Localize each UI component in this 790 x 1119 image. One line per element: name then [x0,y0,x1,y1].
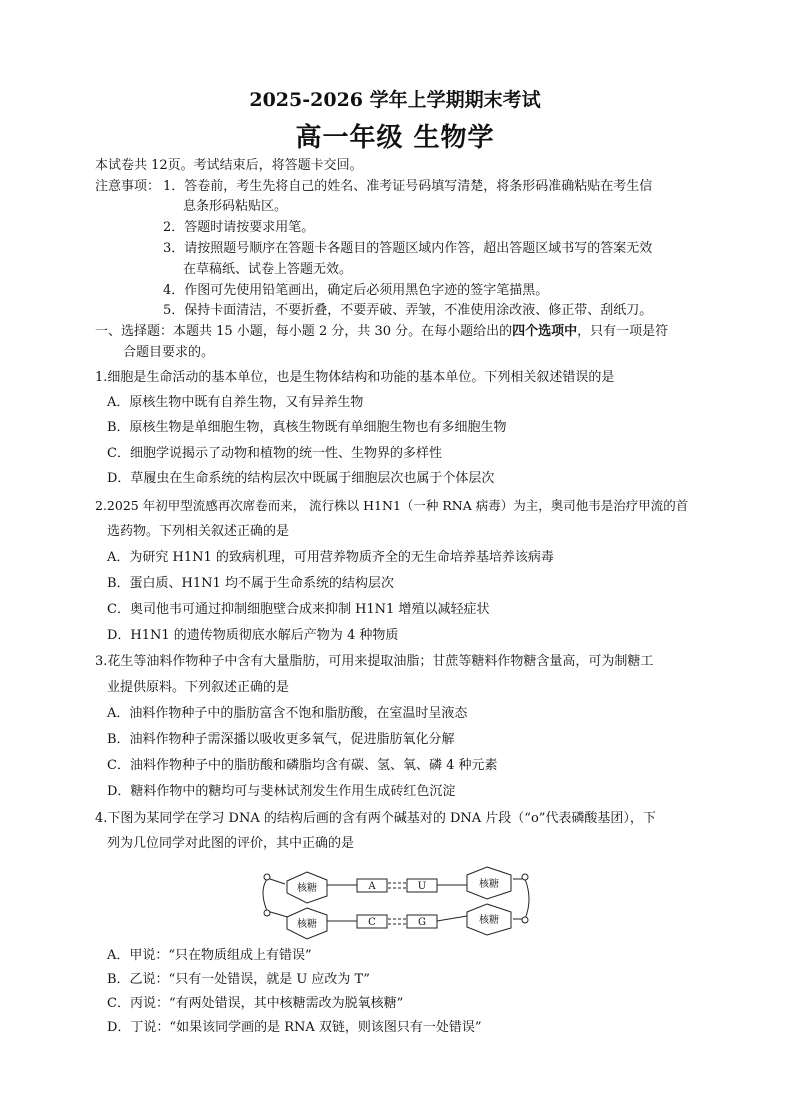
question-3-option-c: C．油料作物种子中的脂肪酸和磷脂均含有碳、氢、氧、磷 4 种元素 [107,758,498,773]
dna-diagram [255,863,540,948]
question-2-option-c: C．奥司他韦可通过抑制细胞壁合成来抑制 H1N1 增殖以减轻症状 [107,602,490,617]
bond-line [437,916,467,921]
note-item: 3．请按照题号顺序在答题卡各题目的答题区域内作答，超出答题区域书写的答案无效 [163,241,653,256]
question-1-stem: 1.细胞是生命活动的基本单位，也是生物体结构和功能的基本单位。下列相关叙述错误的是 [95,370,615,385]
note-item: 2．答题时请按要求用笔。 [163,220,315,235]
question-2-option-d: D．H1N1 的遗传物质彻底水解后产物为 4 种物质 [107,628,399,643]
question-1-option-a: A．原核生物中既有自养生物，又有异养生物 [107,395,364,410]
section-heading-part: 一、选择题：本题共 15 小题，每小题 2 分，共 30 分。在每小题给出的 [95,324,513,339]
section-heading [95,324,668,340]
question-1-option-c: C．细胞学说揭示了动物和植物的统一性、生物界的多样性 [107,446,442,461]
phosphate-circle [264,874,270,880]
phosphate-circle [522,917,528,923]
base-label: U [417,881,427,892]
question-3-stem: 3.花生等油料作物种子中含有大量脂肪，可用来提取油脂；甘蔗等糖料作物糖含量高，可为制糖工 [95,654,654,669]
exam-title: 2025-2026 学年上学期期末考试 [249,89,541,111]
intro-text: 本试卷共 12页。考试结束后，将答题卡交回。 [95,158,363,173]
question-4-stem-line2: 列为几位同学对此图的评价，其中正确的是 [107,836,355,851]
right-backbone-line [525,879,529,919]
note-item: 在草稿纸、试卷上答题无效。 [183,262,353,277]
section-heading-emphasis: 四个选项中 [512,324,578,339]
section-heading-line2: 合题目要求的。 [123,345,215,360]
phosphate-circle [264,910,270,916]
question-2-option-b: B．蛋白质、H1N1 均不属于生命系统的结构层次 [107,576,394,591]
left-backbone-line [263,879,267,911]
question-4-option-d: D．丁说：“如果该同学画的是 RNA 双链，则该图只有一处错误” [107,1020,482,1035]
section-heading-part: ，只有一项是符 [577,324,669,339]
bond-line [270,879,285,884]
subject-title: 高一年级 生物学 [295,123,495,153]
note-item: 4．作图可先使用铅笔画出，确定后必须用黑色字迹的签字笔描黑。 [163,283,549,298]
phosphate-circle [522,874,528,880]
question-2-stem-line2: 选药物。下列相关叙述正确的是 [107,524,290,539]
question-4-option-a: A．甲说：“只在物质组成上有错误” [107,948,312,963]
note-item: 息条形码粘贴区。 [183,199,288,214]
sugar-label: 核糖 [297,883,317,894]
question-3-option-d: D．糖料作物中的糖均可与斐林试剂发生作用生成砖红色沉淀 [107,784,456,799]
question-4-option-c: C．丙说：“有两处错误，其中核糖需改为脱氧核糖” [107,996,404,1011]
question-2-stem: 2.2025 年初甲型流感再次席卷而来， 流行株以 H1N1（一种 RNA 病毒）为主，奥司他韦是治疗甲流的首 [95,498,689,513]
question-1-option-b: B．原核生物是单细胞生物，真核生物既有单细胞生物也有多细胞生物 [107,420,507,435]
question-4-stem: 4.下图为某同学在学习 DNA 的结构后画的含有两个碱基对的 DNA 片段（“o”代表磷酸基团），下 [95,811,656,826]
notes-label: 注意事项： [95,179,161,194]
sugar-label: 核糖 [479,879,499,890]
sugar-label: 核糖 [479,915,499,926]
question-4-option-b: B．乙说：“只有一处错误，就是 U 应改为 T” [107,972,370,987]
base-label: C [368,917,376,928]
question-1-option-d: D．草履虫在生命系统的结构层次中既属于细胞层次也属于个体层次 [107,471,495,486]
question-2-option-a: A．为研究 H1N1 的致病机理，可用营养物质齐全的无生命培养基培养该病毒 [107,550,554,565]
base-label: A [368,881,376,892]
question-3-stem-line2: 业提供原料。下列叙述正确的是 [107,680,290,695]
question-3-option-a: A．油料作物种子中的脂肪富含不饱和脂肪酸，在室温时呈液态 [107,706,468,721]
sugar-label: 核糖 [297,919,317,930]
note-item: 1．答卷前，考生先将自己的姓名、准考证号码填写清楚，将条形码准确粘贴在考生信 [163,179,653,194]
base-label: G [418,917,426,928]
question-3-option-b: B．油料作物种子需深播以吸收更多氧气，促进脂肪氧化分解 [107,732,455,747]
note-item: 5．保持卡面清洁，不要折叠，不要弄破、弄皱，不准使用涂改液、修正带、刮纸刀。 [163,303,653,318]
